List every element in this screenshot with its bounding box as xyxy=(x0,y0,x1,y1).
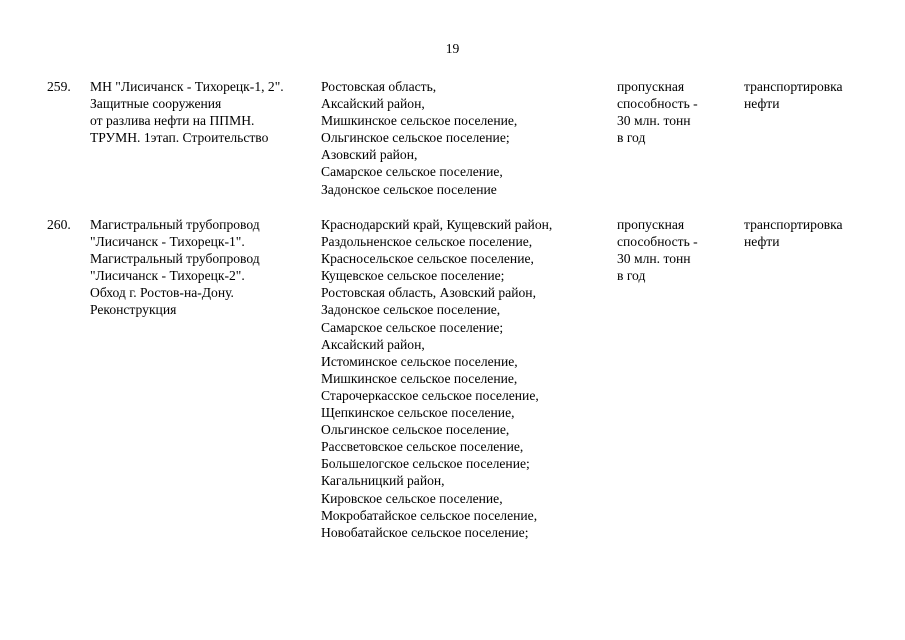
object-name-line: МН "Лисичанск - Тихорецк-1, 2". xyxy=(90,79,284,94)
capacity-line: способность - xyxy=(617,96,698,112)
object-name-line: Магистральный трубопровод xyxy=(90,217,260,232)
location-line: Ростовская область, xyxy=(321,79,437,94)
capacity-line: 30 млн. тонн xyxy=(617,251,691,267)
location-line: Кагальницкий район, xyxy=(321,473,445,489)
object-name-line: Обход г. Ростов-на-Дону. xyxy=(90,285,234,301)
location-line: Кировское сельское поселение, xyxy=(321,490,503,506)
location-line: Задонское сельское поселение, xyxy=(321,302,501,318)
object-name-line: Защитные сооружения xyxy=(90,96,222,112)
object-name-line: Магистральный трубопровод xyxy=(90,251,260,267)
location-line: Задонское сельское поселение xyxy=(321,181,497,197)
location-line: Большелогское сельское поселение; xyxy=(321,456,530,472)
location-line: Аксайский район, xyxy=(321,96,425,112)
object-name-line: "Лисичанск - Тихорецк-2". xyxy=(90,268,245,284)
object-name-line: ТРУМН. 1этап. Строительство xyxy=(90,130,269,146)
location-line: Старочеркасское сельское поселение, xyxy=(321,387,539,403)
location-line: Краснодарский край, Кущевский район, xyxy=(321,217,553,232)
location-line: Аксайский район, xyxy=(321,336,425,352)
location-line: Красносельское сельское поселение, xyxy=(321,251,534,267)
entry-number: 259. xyxy=(47,79,71,94)
object-location xyxy=(321,78,517,198)
object-purpose xyxy=(744,216,843,250)
object-name-line: от разлива нефти на ППМН. xyxy=(90,113,255,129)
location-line: Азовский район, xyxy=(321,147,418,163)
location-line: Мишкинское сельское поселение, xyxy=(321,370,518,386)
location-line: Мишкинское сельское поселение, xyxy=(321,113,518,129)
object-capacity xyxy=(617,216,698,284)
location-line: Ольгинское сельское поселение, xyxy=(321,422,510,438)
object-name-line: "Лисичанск - Тихорецк-1". xyxy=(90,234,245,250)
capacity-line: 30 млн. тонн xyxy=(617,113,691,129)
capacity-line: способность - xyxy=(617,234,698,250)
location-line: Ростовская область, Азовский район, xyxy=(321,285,536,301)
location-line: Мокробатайское сельское поселение, xyxy=(321,507,538,523)
page-number: 19 xyxy=(445,41,460,56)
location-line: Новобатайское сельское поселение; xyxy=(321,524,529,540)
location-line: Самарское сельское поселение; xyxy=(321,319,504,335)
location-line: Истоминское сельское поселение, xyxy=(321,353,518,369)
location-line: Кущевское сельское поселение; xyxy=(321,268,505,284)
capacity-line: в год xyxy=(617,130,646,146)
capacity-line: пропускная xyxy=(617,217,685,232)
location-line: Ольгинское сельское поселение; xyxy=(321,130,510,146)
location-line: Раздольненское сельское поселение, xyxy=(321,234,533,250)
location-line: Щепкинское сельское поселение, xyxy=(321,405,515,421)
object-name xyxy=(90,78,284,146)
purpose-line: нефти xyxy=(744,234,780,250)
purpose-line: транспортировка xyxy=(744,79,843,94)
location-line: Самарское сельское поселение, xyxy=(321,164,503,180)
location-line: Рассветовское сельское поселение, xyxy=(321,439,524,455)
object-name xyxy=(90,216,260,319)
object-purpose xyxy=(744,78,843,112)
object-capacity xyxy=(617,78,698,146)
object-location xyxy=(321,216,552,541)
object-name-line: Реконструкция xyxy=(90,302,177,318)
purpose-line: нефти xyxy=(744,96,780,112)
capacity-line: пропускная xyxy=(617,79,685,94)
purpose-line: транспортировка xyxy=(744,217,843,232)
capacity-line: в год xyxy=(617,268,646,284)
entry-number: 260. xyxy=(47,217,71,232)
